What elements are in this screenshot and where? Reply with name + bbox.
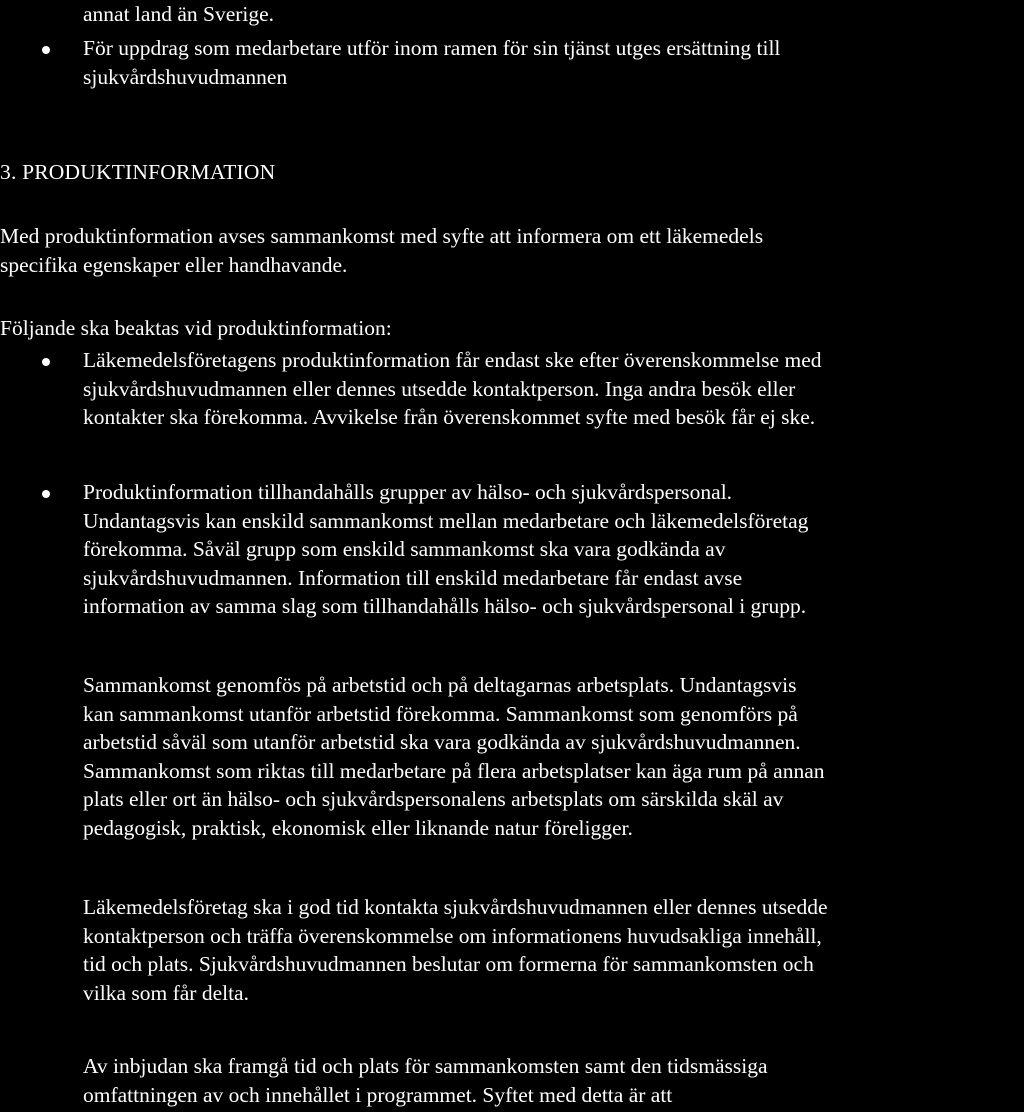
body-paragraph: Sammankomst genomfös på arbetstid och på deltagarnas arbetsplats. Undantagsvis kan sammankomst utanför arbetstid förekomma. Sammankomst som genomförs på arbetstid såväl som utanför arbetstid ska vara godkända av sjukvårdshuvudmannen. Sammankomst som riktas till medarbetare på flera arbetsplatser kan äga rum på annan plats eller ort än hälso- och sjukvårdspersonalens arbetsplats om särskilda skäl av pedagogisk, praktisk, ekonomisk eller liknande natur föreligger. xyxy=(83,673,825,840)
bullet-icon xyxy=(42,358,50,366)
bullet-icon xyxy=(42,490,50,498)
list-intro: Följande ska beaktas vid produktinformation: xyxy=(0,316,392,340)
body-paragraph: Av inbjudan ska framgå tid och plats för sammankomsten samt den tidsmässiga omfattningen av och innehållet i programmet. Syftet med detta är att xyxy=(83,1054,768,1107)
definition-paragraph: Med produktinformation avses sammankomst med syfte att informera om ett läkemedels specifika egenskaper eller handhavande. xyxy=(0,224,764,277)
bullet-icon xyxy=(42,46,50,54)
intro-fragment: annat land än Sverige. xyxy=(83,2,275,26)
section-heading: 3. PRODUKTINFORMATION xyxy=(0,160,276,184)
intro-bullet-text: För uppdrag som medarbetare utför inom ramen för sin tjänst utges ersättning till sjukvårdshuvudmannen xyxy=(83,36,781,89)
bullet-item: Läkemedelsföretagens produktinformation får endast ske efter överenskommelse med sjukvårdshuvudmannen eller dennes utsedde kontaktperson. Inga andra besök eller kontakter ska förekomma. Avvikelse från överenskommet syfte med besök får ej ske. xyxy=(83,348,822,429)
body-paragraph: Läkemedelsföretag ska i god tid kontakta sjukvårdshuvudmannen eller dennes utsedde kontaktperson och träffa överenskommelse om informationens huvudsakliga innehåll, tid och plats. Sjukvårdshuvudmannen beslutar om formerna för sammankomsten och vilka som får delta. xyxy=(83,895,828,1005)
bullet-item: Produktinformation tillhandahålls grupper av hälso- och sjukvårdspersonal. Undantagsvis kan enskild sammankomst mellan medarbetare och läkemedelsföretag förekomma. Såväl grupp som enskild sammankomst ska vara godkända av sjukvårdshuvudmannen. Information till enskild medarbetare får endast avse information av samma slag som tillhandahålls hälso- och sjukvårdspersonal i grupp. xyxy=(83,480,809,618)
